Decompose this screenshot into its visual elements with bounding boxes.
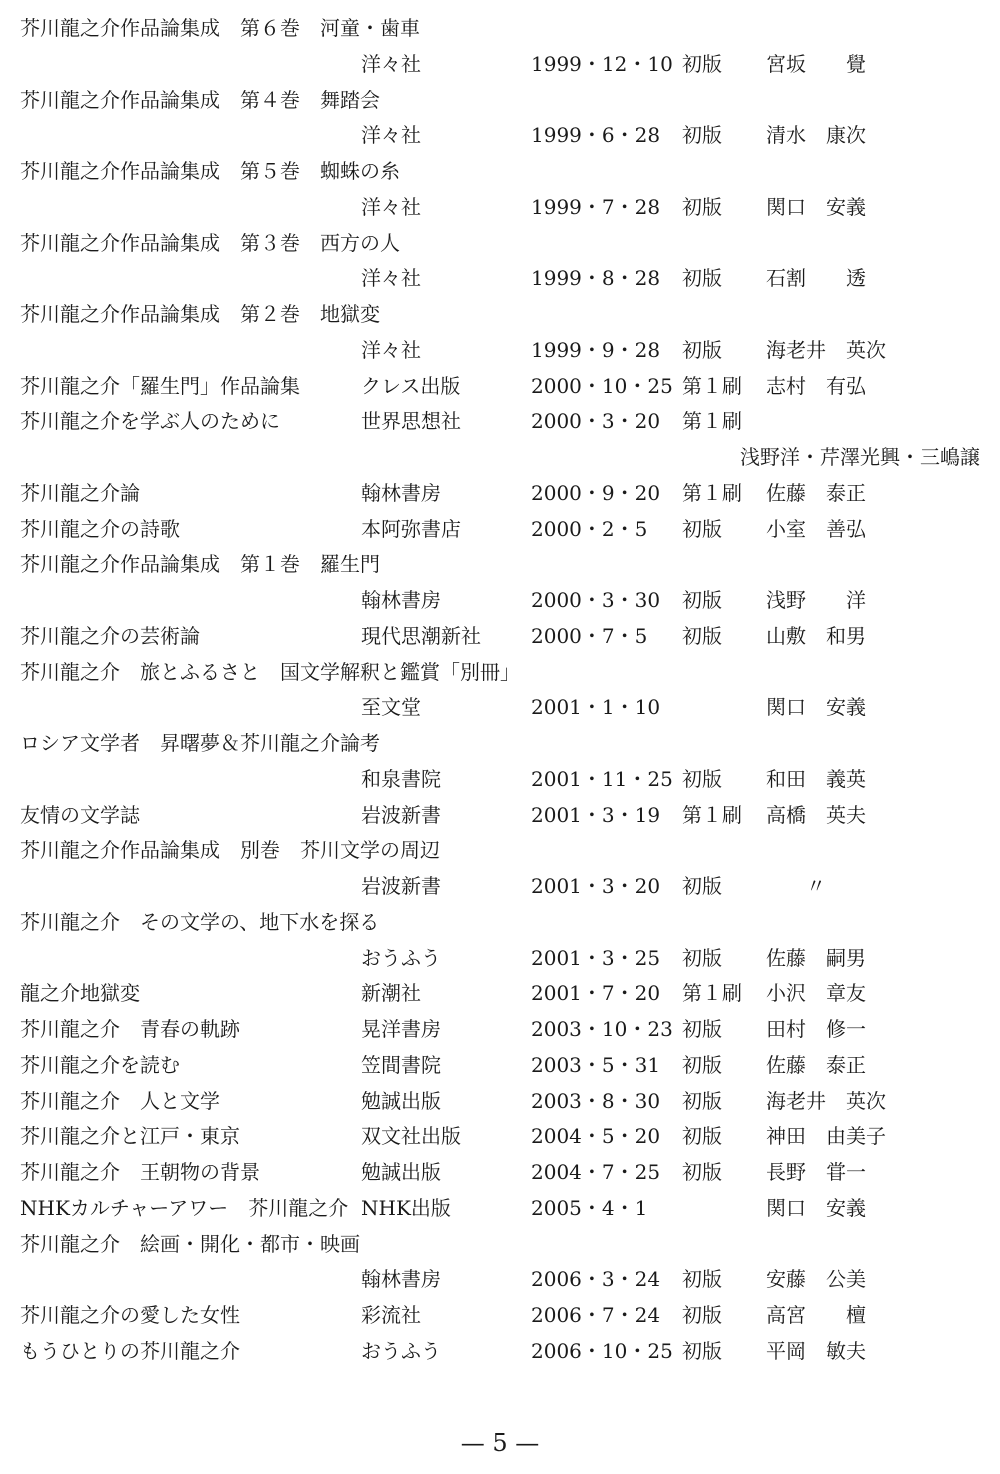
book-title: 芥川龍之介と江戸・東京 bbox=[20, 1124, 240, 1149]
bibliography-line bbox=[0, 439, 1000, 475]
book-title: 芥川龍之介作品論集成 第２巻 地獄変 bbox=[20, 302, 380, 326]
edition: 第１刷 bbox=[682, 802, 742, 827]
edition: 初版 bbox=[682, 1017, 722, 1041]
publication-date: 2000・3・20 bbox=[531, 409, 661, 434]
bibliography-line bbox=[0, 10, 1000, 46]
bibliography-line bbox=[0, 904, 1000, 940]
edition: 初版 bbox=[682, 1338, 722, 1363]
publisher: 翰林書房 bbox=[361, 588, 441, 612]
bibliography-line bbox=[0, 117, 1000, 153]
bibliography-line bbox=[0, 975, 1000, 1011]
bibliography-line bbox=[0, 1011, 1000, 1047]
author: 平岡 敏夫 bbox=[766, 1338, 866, 1363]
publication-date: 1999・12・10 bbox=[531, 51, 673, 76]
bibliography-line bbox=[0, 1333, 1000, 1369]
publication-date: 2005・4・1 bbox=[531, 1195, 648, 1220]
publication-date: 2004・7・25 bbox=[531, 1160, 661, 1184]
publisher: 笠間書院 bbox=[361, 1052, 441, 1077]
bibliography-line bbox=[0, 511, 1000, 547]
author: 石割 透 bbox=[766, 266, 866, 291]
book-title: 芥川龍之介 人と文学 bbox=[20, 1088, 220, 1113]
author: 浅野 洋 bbox=[766, 588, 866, 612]
author: 佐藤 泰正 bbox=[766, 1052, 866, 1077]
book-title: 芥川龍之介 その文学の、地下水を探る bbox=[20, 909, 380, 934]
bibliography-line bbox=[0, 618, 1000, 654]
book-title: 芥川龍之介を読む bbox=[20, 1052, 180, 1077]
author: 安藤 公美 bbox=[766, 1267, 866, 1292]
book-title: 芥川龍之介の愛した女性 bbox=[20, 1303, 240, 1327]
bibliography-line bbox=[0, 332, 1000, 368]
book-title: NHKカルチャーアワー 芥川龍之介 bbox=[20, 1195, 349, 1220]
book-title: 芥川龍之介 青春の軌跡 bbox=[20, 1017, 240, 1041]
bibliography-line bbox=[0, 153, 1000, 189]
author: 神田 由美子 bbox=[766, 1124, 886, 1149]
author: 小室 善弘 bbox=[766, 516, 866, 541]
bibliography-line bbox=[0, 761, 1000, 797]
bibliography-line bbox=[0, 368, 1000, 404]
publication-date: 2004・5・20 bbox=[531, 1124, 661, 1149]
publisher: 新潮社 bbox=[361, 981, 421, 1006]
book-title: 友情の文学誌 bbox=[20, 802, 140, 827]
publisher: 翰林書房 bbox=[361, 1267, 441, 1292]
bibliography-line bbox=[0, 260, 1000, 296]
publisher: 洋々社 bbox=[361, 194, 421, 219]
bibliography-line bbox=[0, 689, 1000, 725]
publisher: 岩波新書 bbox=[361, 874, 441, 898]
publication-date: 2000・2・5 bbox=[531, 516, 648, 541]
publisher: 勉誠出版 bbox=[361, 1088, 441, 1113]
book-title: 芥川龍之介 旅とふるさと 国文学解釈と鑑賞「別冊」 bbox=[20, 659, 520, 684]
edition: 初版 bbox=[682, 588, 722, 612]
publisher: 洋々社 bbox=[361, 266, 421, 291]
bibliography-line bbox=[0, 225, 1000, 261]
author: 関口 安義 bbox=[766, 695, 866, 720]
publication-date: 2006・10・25 bbox=[531, 1338, 673, 1363]
publication-date: 2000・9・20 bbox=[531, 480, 661, 505]
publisher: 世界思想社 bbox=[361, 409, 461, 434]
bibliography-line bbox=[0, 1154, 1000, 1190]
publication-date: 2003・10・23 bbox=[531, 1017, 673, 1041]
book-title: 芥川龍之介作品論集成 第５巻 蜘蛛の糸 bbox=[20, 159, 400, 183]
edition: 初版 bbox=[682, 1160, 722, 1184]
edition: 初版 bbox=[682, 766, 722, 791]
author: 高橋 英夫 bbox=[766, 802, 866, 827]
bibliography-line bbox=[0, 46, 1000, 82]
edition: 第１刷 bbox=[682, 480, 742, 505]
publisher: 洋々社 bbox=[361, 123, 421, 148]
bibliography-line bbox=[0, 546, 1000, 582]
publisher: 和泉書院 bbox=[361, 766, 441, 791]
bibliography-line bbox=[0, 189, 1000, 225]
author: 佐藤 泰正 bbox=[766, 480, 866, 505]
bibliography-line bbox=[0, 1226, 1000, 1262]
bibliography-line bbox=[0, 654, 1000, 690]
bibliography-line bbox=[0, 797, 1000, 833]
edition: 初版 bbox=[682, 623, 722, 648]
book-title: 芥川龍之介作品論集成 別巻 芥川文学の周辺 bbox=[20, 838, 440, 863]
author: 山敷 和男 bbox=[766, 623, 866, 648]
bibliography-line bbox=[0, 1297, 1000, 1333]
bibliography-line bbox=[0, 1261, 1000, 1297]
author: 和田 義英 bbox=[766, 766, 866, 791]
edition: 初版 bbox=[682, 1303, 722, 1327]
bibliography-line bbox=[0, 832, 1000, 868]
book-title: 芥川龍之介作品論集成 第１巻 羅生門 bbox=[20, 552, 380, 577]
bibliography-line bbox=[0, 475, 1000, 511]
publication-date: 2000・7・5 bbox=[531, 623, 648, 648]
publication-date: 1999・6・28 bbox=[531, 123, 661, 148]
book-title: 芥川龍之介「羅生門」作品論集 bbox=[20, 373, 300, 398]
bibliography-line bbox=[0, 1047, 1000, 1083]
book-title: 龍之介地獄変 bbox=[20, 981, 140, 1006]
book-title: 芥川龍之介の詩歌 bbox=[20, 516, 180, 541]
edition: 初版 bbox=[682, 1267, 722, 1292]
book-title: ロシア文学者 昇曙夢＆芥川龍之介論考 bbox=[20, 731, 380, 755]
edition: 初版 bbox=[682, 123, 722, 148]
publisher: おうふう bbox=[361, 945, 441, 970]
author: 志村 有弘 bbox=[766, 373, 866, 398]
publication-date: 2001・3・25 bbox=[531, 945, 661, 970]
publisher: おうふう bbox=[361, 1338, 441, 1363]
publication-date: 2000・10・25 bbox=[531, 373, 673, 398]
publisher: クレス出版 bbox=[361, 373, 461, 398]
bibliography-line bbox=[0, 1118, 1000, 1154]
author: 宮坂 覺 bbox=[766, 51, 866, 76]
author: 海老井 英次 bbox=[766, 337, 886, 362]
publisher: 本阿弥書店 bbox=[361, 516, 461, 541]
bibliography-line bbox=[0, 868, 1000, 904]
edition: 初版 bbox=[682, 337, 722, 362]
edition: 初版 bbox=[682, 945, 722, 970]
authors-full: 浅野洋・芹澤光興・三嶋譲 bbox=[740, 445, 980, 469]
publication-date: 2006・3・24 bbox=[531, 1267, 661, 1292]
bibliography-line bbox=[0, 940, 1000, 976]
edition: 初版 bbox=[682, 51, 722, 76]
publication-date: 2001・3・20 bbox=[531, 874, 661, 898]
edition: 初版 bbox=[682, 516, 722, 541]
publication-date: 2001・1・10 bbox=[531, 695, 661, 720]
author: 小沢 章友 bbox=[766, 981, 866, 1006]
book-title: 芥川龍之介 絵画・開化・都市・映画 bbox=[20, 1231, 360, 1256]
book-title: 芥川龍之介作品論集成 第３巻 西方の人 bbox=[20, 230, 400, 255]
author: 長野 甞一 bbox=[766, 1160, 866, 1184]
publisher: 彩流社 bbox=[361, 1303, 421, 1327]
publisher: 勉誠出版 bbox=[361, 1160, 441, 1184]
edition: 初版 bbox=[682, 1088, 722, 1113]
edition: 初版 bbox=[682, 874, 722, 898]
publisher: 晃洋書房 bbox=[361, 1017, 441, 1041]
edition: 初版 bbox=[682, 266, 722, 291]
book-title: 芥川龍之介論 bbox=[20, 480, 140, 505]
edition: 初版 bbox=[682, 194, 722, 219]
publication-date: 2003・5・31 bbox=[531, 1052, 661, 1077]
book-title: 芥川龍之介 王朝物の背景 bbox=[20, 1160, 260, 1184]
author: 清水 康次 bbox=[766, 123, 866, 148]
book-title: もうひとりの芥川龍之介 bbox=[20, 1338, 240, 1363]
author: 海老井 英次 bbox=[766, 1088, 886, 1113]
author: 高宮 檀 bbox=[766, 1303, 866, 1327]
bibliography-line bbox=[0, 725, 1000, 761]
book-title: 芥川龍之介作品論集成 第４巻 舞踏会 bbox=[20, 87, 380, 112]
publication-date: 1999・8・28 bbox=[531, 266, 661, 291]
publisher: 現代思潮新社 bbox=[361, 623, 481, 648]
publication-date: 2001・7・20 bbox=[531, 981, 661, 1006]
bibliography-line bbox=[0, 582, 1000, 618]
page-number: — 5 — bbox=[460, 1429, 540, 1457]
publication-date: 2001・11・25 bbox=[531, 766, 673, 791]
bibliography-line bbox=[0, 296, 1000, 332]
edition: 第１刷 bbox=[682, 373, 742, 398]
edition: 初版 bbox=[682, 1124, 722, 1149]
book-title: 芥川龍之介の芸術論 bbox=[20, 623, 200, 648]
author: 関口 安義 bbox=[766, 194, 866, 219]
publication-date: 1999・9・28 bbox=[531, 337, 661, 362]
publisher: 洋々社 bbox=[361, 51, 421, 76]
book-title: 芥川龍之介を学ぶ人のために bbox=[20, 409, 280, 434]
edition: 第１刷 bbox=[682, 409, 742, 434]
bibliography-line bbox=[0, 403, 1000, 439]
publisher: NHK出版 bbox=[361, 1195, 451, 1220]
publisher: 至文堂 bbox=[361, 695, 421, 720]
author: 佐藤 嗣男 bbox=[766, 945, 866, 970]
bibliography-line bbox=[0, 1190, 1000, 1226]
bibliography-line bbox=[0, 1083, 1000, 1119]
publisher: 翰林書房 bbox=[361, 480, 441, 505]
edition: 第１刷 bbox=[682, 981, 742, 1006]
publication-date: 2000・3・30 bbox=[531, 588, 661, 612]
author: 田村 修一 bbox=[766, 1017, 866, 1041]
edition: 初版 bbox=[682, 1052, 722, 1077]
publication-date: 2003・8・30 bbox=[531, 1088, 661, 1113]
publication-date: 2006・7・24 bbox=[531, 1303, 661, 1327]
book-title: 芥川龍之介作品論集成 第６巻 河童・歯車 bbox=[20, 16, 420, 40]
publication-date: 1999・7・28 bbox=[531, 194, 661, 219]
author: 関口 安義 bbox=[766, 1195, 866, 1220]
publisher: 岩波新書 bbox=[361, 802, 441, 827]
bibliography-line bbox=[0, 82, 1000, 118]
publisher: 洋々社 bbox=[361, 337, 421, 362]
author: 〃 bbox=[766, 874, 826, 898]
publication-date: 2001・3・19 bbox=[531, 802, 661, 827]
publisher: 双文社出版 bbox=[361, 1124, 461, 1149]
